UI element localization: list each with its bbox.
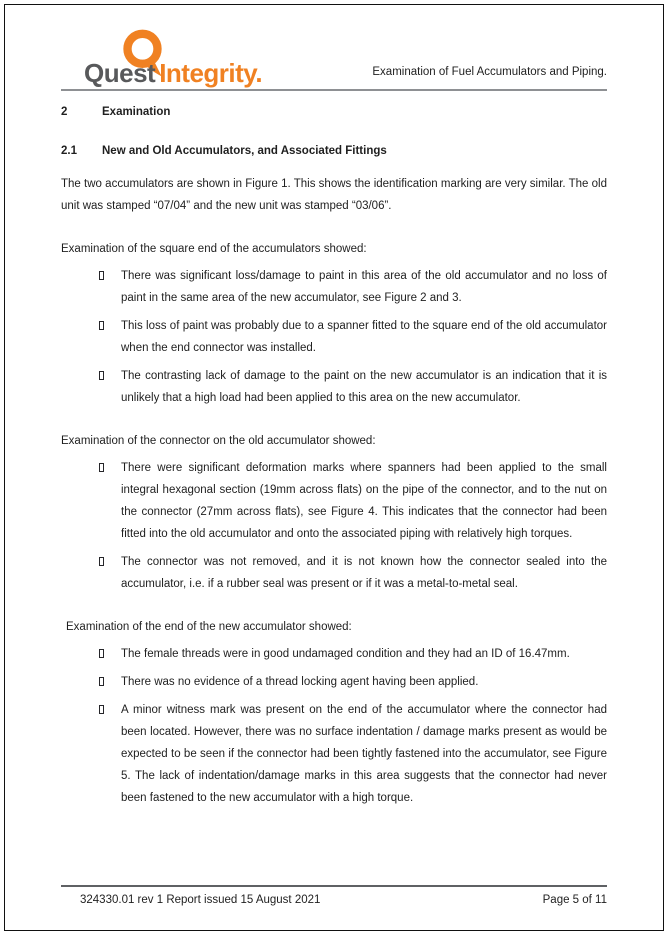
footer-rule [61,885,607,887]
footer-report-id: 324330.01 rev 1 Report issued 15 August 2021 [80,894,321,906]
list-item [61,365,607,409]
quest-integrity-logo [84,26,344,88]
paragraph-lead-new-end: Examination of the end of the new accumulator showed: [66,621,352,633]
footer-page-number: Page 5 of 11 [542,894,607,906]
list-item-text: This loss of paint was probably due to a spanner fitted to the square end of the old accumulator when the end connector was installed. [121,320,607,354]
list-item-text: The contrasting lack of damage to the paint on the new accumulator is an indication that it is unlikely that a high load had been applied to this area on the new accumulator. [121,370,607,404]
bullet-square-icon [99,321,104,330]
list-item-text: There were significant deformation marks where spanners had been applied to the small integral hexagonal section (19mm across flats) on the pipe of the connector, and to the nut on the connector (27mm across flats), see Figure 4. This indicates that the connector had been fitted into the old accumulator and onto the associated piping with relatively high torques. [121,462,607,540]
logo-word-integrity: Integrity [159,58,256,88]
bullet-list-connector [61,457,607,595]
section-number: 2 [61,106,68,118]
subsection-title: New and Old Accumulators, and Associated Fittings [102,145,387,157]
list-item-text: There was significant loss/damage to paint in this area of the old accumulator and no loss of paint in the same area of the new accumulator, see Figure 2 and 3. [121,270,607,304]
bullet-square-icon [99,705,104,714]
paragraph-intro: The two accumulators are shown in Figure 1. This shows the identification marking are very similar. The old unit was stamped “07/04” and the new unit was stamped “03/06”. [61,178,607,212]
section-title: Examination [102,106,171,118]
list-item-text: The connector was not removed, and it is not known how the connector sealed into the accumulator, i.e. if a rubber seal was present or if it was a metal-to-metal seal. [121,556,607,590]
bullet-square-icon [99,557,104,566]
list-item [61,671,607,693]
logo-wordmark [84,58,262,89]
list-item [61,699,607,809]
document-title: Examination of Fuel Accumulators and Piping. [372,66,607,78]
list-item [61,643,607,665]
list-item [61,457,607,545]
bullet-list-new-end [61,643,607,809]
paragraph-lead-connector: Examination of the connector on the old accumulator showed: [61,435,376,447]
header-rule [61,89,607,91]
bullet-square-icon [99,463,104,472]
section-heading [61,101,607,123]
logo-period: . [255,58,263,88]
bullet-list-square-end [61,265,607,409]
footer-row [61,891,607,909]
paragraph-lead-square-end: Examination of the square end of the accumulators showed: [61,243,367,255]
list-item [61,551,607,595]
report-body [61,101,607,815]
bullet-square-icon [99,271,104,280]
list-item [61,265,607,309]
list-item-text: A minor witness mark was present on the end of the accumulator where the connector had been located. However, there was no surface indentation / damage marks present as would be expected to be seen if the connector had been tightly fastened into the accumulator, see Figure 5. The lack of indentation/damage marks in this area suggests that the connector had never been fastened to the new accumulator with a high torque. [121,704,607,804]
bullet-square-icon [99,371,104,380]
bullet-square-icon [99,677,104,686]
subsection-heading [61,140,607,162]
list-item [61,315,607,359]
logo-word-quest: Quest [84,58,156,88]
list-item-text: There was no evidence of a thread locking agent having been applied. [121,676,479,688]
bullet-square-icon [99,649,104,658]
subsection-number: 2.1 [61,145,77,157]
list-item-text: The female threads were in good undamaged condition and they had an ID of 16.47mm. [121,648,570,660]
